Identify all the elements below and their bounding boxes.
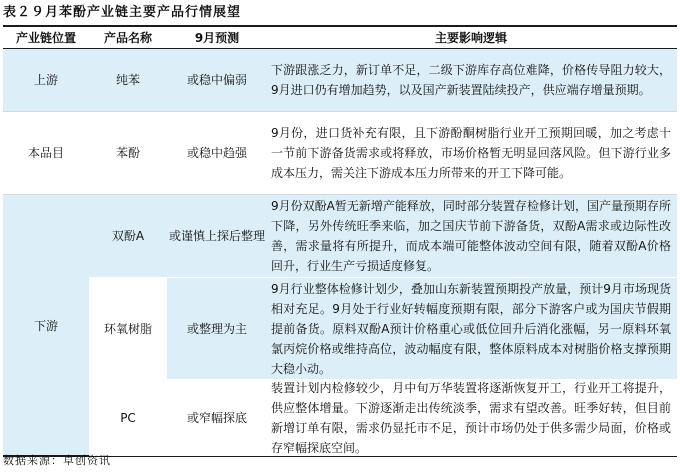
product-cell: 苯酚 bbox=[115, 146, 140, 160]
position-cell: 下游 bbox=[33, 318, 58, 333]
logic-cell: 9月份双酚A暂无新增产能释放，同时部分装置存检修计划，国产量预期存所下降，另外传统旺季来临，加之国庆节前下游备货，双酚A需求或边际性改善，需求量将有所提升，而成本端可能整体波动空间有限，随着双酚A价格回升，行业生产亏损适度修复。 bbox=[271, 199, 671, 273]
position-cell: 上游 bbox=[33, 73, 58, 87]
product-cell: 环氧树脂 bbox=[89, 278, 167, 379]
table-title: 表２９月苯酚产业链主要产品行情展望 bbox=[3, 5, 242, 20]
forecast-cell: 或稳中偏弱 bbox=[186, 73, 247, 87]
header-logic: 主要影响逻辑 bbox=[434, 30, 507, 45]
table-row-phenol bbox=[3, 111, 677, 194]
table-row-bpa bbox=[89, 195, 677, 277]
forecast-cell: 或稳中趋强 bbox=[186, 146, 247, 160]
product-cell: PC bbox=[120, 411, 136, 425]
table-row-epoxy bbox=[89, 277, 677, 379]
table-row-pc bbox=[89, 379, 677, 456]
forecast-cell: 或窄幅探底 bbox=[186, 411, 247, 425]
logic-cell: 9月行业整体检修计划少，叠加山东新装置预期投产放量，预计9月市场现货相对充足。9月处于行业好转幅度预期有限，部分下游客户或为国庆节假期提前备货。原料双酚A预计价格重心或低位回升后消化涨幅，另一原料环氧氯丙烷价格或维持高位，波动幅度有限，整体原料成本对树脂价格支撑预期大稳小动。 bbox=[271, 281, 671, 376]
product-cell: 纯苯 bbox=[115, 73, 140, 87]
position-cell: 本品目 bbox=[27, 146, 64, 160]
header-forecast: 9月预测 bbox=[194, 30, 240, 45]
header-product: 产品名称 bbox=[103, 30, 152, 45]
forecast-cell: 或整理为主 bbox=[186, 321, 247, 336]
table-header-row bbox=[3, 27, 677, 49]
table-group-downstream bbox=[3, 194, 677, 455]
table-row-upstream bbox=[3, 49, 677, 111]
data-source-note: 数据来源：卓创资讯 bbox=[3, 454, 111, 467]
logic-cell: 装置计划内检修较少，月中旬万华装置将逐渐恢复开工，行业开工将提升，供应整体增量。下游逐渐走出传统淡季，需求有望改善。旺季好转，但目前新增订单有限，需求仍显托市不足，预计市场仍处于供多需少局面，价格或存窄幅探底空间。 bbox=[271, 381, 671, 455]
product-cell: 双酚A bbox=[111, 229, 145, 243]
header-position: 产业链位置 bbox=[15, 30, 76, 45]
forecast-cell: 或谨慎上探后整理 bbox=[168, 229, 265, 243]
logic-cell: 下游跟涨乏力，新订单不足，二级下游库存高位难降，价格传导阻力较大，9月进口仍有增加趋势，以及国产新装置陆续投产，供应端存增量预期。 bbox=[271, 63, 671, 97]
forecast-table bbox=[3, 25, 677, 457]
logic-cell: 9月份，进口货补充有限，且下游酚酮树脂行业开工预期回暖，加之考虑十一节前下游备货需求或将释放，市场价格暂无明显回落风险。但下游行业多成本压力，需关注下游成本压力所带来的开工下降可能。 bbox=[271, 126, 671, 180]
